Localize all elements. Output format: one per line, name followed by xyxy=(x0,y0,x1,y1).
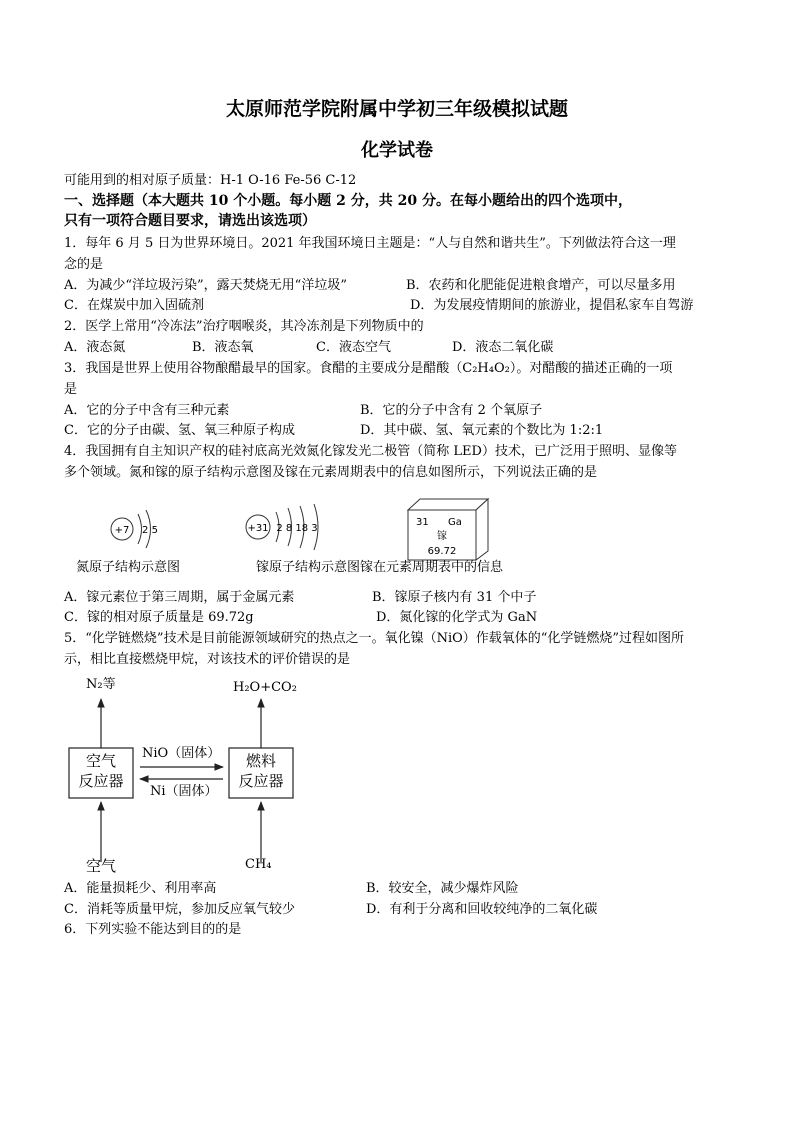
nitrogen-shells: 2 5 xyxy=(142,525,158,536)
q3-option-d: D．其中碳、氢、氧元素的个数比为 1:2:1 xyxy=(360,423,604,438)
q4-option-a: A．镓元素位于第三周期，属于金属元素 xyxy=(64,590,295,605)
gallium-shells: 2 8 18 3 xyxy=(276,523,318,534)
q2-option-d: D．液态二氧化碳 xyxy=(452,340,554,355)
gallium-cell-caption: 镓在元素周期表中的信息 xyxy=(360,560,504,575)
gallium-mass: 69.72 xyxy=(427,546,457,557)
q1-option-b: B．农药和化肥能促进粮食增产，可以尽量多用 xyxy=(406,278,676,293)
q1-option-c: C．在煤炭中加入固硫剂 xyxy=(64,298,204,313)
arrow-ni-label: Ni（固体） xyxy=(150,784,218,799)
section-header-line2: 只有一项符合题目要求，请选出该选项） xyxy=(64,213,316,229)
q2-option-a: A．液态氮 xyxy=(64,340,126,355)
fuel-reactor-label-2: 反应器 xyxy=(238,772,284,790)
q6-stem: 6．下列实验不能达到目的的是 xyxy=(64,922,242,937)
input-air: 空气 xyxy=(85,857,116,875)
gallium-atomic-number: 31 xyxy=(416,517,429,528)
atomic-masses: 可能用到的相对原子质量：H-1 O-16 Fe-56 C-12 xyxy=(64,173,357,188)
q5-option-b: B．较安全，减少爆炸风险 xyxy=(366,881,519,896)
q3-option-a: A．它的分子中含有三种元素 xyxy=(64,403,230,418)
q4-option-b: B．镓原子核内有 31 个中子 xyxy=(372,590,537,605)
q3-stem-line2: 是 xyxy=(64,382,78,397)
q2-stem: 2．医学上常用“冷冻法”治疗咽喉炎，其冷冻剂是下列物质中的 xyxy=(64,319,424,334)
nitrogen-nucleus: +7 xyxy=(114,525,130,536)
q3-stem-line1: 3．我国是世界上使用谷物酿醋最早的国家。食醋的主要成分是醋酸（C₂H₄O₂）。对醋酸的描述正确的一项 xyxy=(64,361,673,376)
q2-option-c: C．液态空气 xyxy=(316,340,391,355)
output-h2o-co2: H₂O+CO₂ xyxy=(233,680,297,695)
gallium-symbol: Ga xyxy=(448,517,462,528)
q5-option-c: C．消耗等质量甲烷，参加反应氧气较少 xyxy=(64,902,295,917)
nitrogen-atom-diagram xyxy=(100,500,180,560)
q4-stem-line1: 4．我国拥有自主知识产权的硅衬底高光效氮化镓发光二极管（简称 LED）技术，已广泛用于照明、显像等 xyxy=(64,444,677,459)
gallium-caption: 镓原子结构示意图 xyxy=(256,560,361,575)
q3-option-b: B．它的分子中含有 2 个氧原子 xyxy=(360,403,543,418)
q3-option-c: C．它的分子由碳、氢、氧三种原子构成 xyxy=(64,423,295,438)
nitrogen-caption: 氮原子结构示意图 xyxy=(76,560,181,575)
page-title: 太原师范学院附属中学初三年级模拟试题 xyxy=(225,98,568,120)
q1-stem-line2: 念的是 xyxy=(64,257,104,272)
input-ch4: CH₄ xyxy=(245,857,272,872)
fuel-reactor-label-1: 燃料 xyxy=(245,752,276,770)
gallium-element-cell xyxy=(402,496,492,562)
air-reactor-label-1: 空气 xyxy=(85,752,116,770)
gallium-name: 镓 xyxy=(437,531,447,542)
section-header-line1: 一、选择题（本大题共 10 个小题。每小题 2 分，共 20 分。在每小题给出的四个选项中， xyxy=(64,193,632,209)
q5-stem-line1: 5．“化学链燃烧”技术是目前能源领域研究的热点之一。氧化镍（NiO）作载氧体的“化学链燃烧”过程如图所 xyxy=(64,631,685,646)
q4-stem-line2: 多个领域。氮和镓的原子结构示意图及镓在元素周期表中的信息如图所示，下列说法正确的是 xyxy=(64,465,598,480)
arrow-nio-label: NiO（固体） xyxy=(142,746,221,761)
q1-option-a: A．为减少“洋垃圾污染”，露天焚烧无用“洋垃圾” xyxy=(64,278,347,293)
q4-option-c: C．镓的相对原子质量是 69.72g xyxy=(64,610,254,625)
q1-stem-line1: 1．每年 6 月 5 日为世界环境日。2021 年我国环境日主题是：“人与自然和谐共生”。下列做法符合这一理 xyxy=(64,236,676,251)
q5-option-d: D．有利于分离和回收较纯净的二氧化碳 xyxy=(366,902,598,917)
output-n2: N₂等 xyxy=(86,677,116,692)
gallium-nucleus: +31 xyxy=(247,523,269,534)
q2-option-b: B．液态氧 xyxy=(192,340,254,355)
q1-option-d: D．为发展疫情期间的旅游业，提倡私家车自驾游 xyxy=(410,298,694,313)
air-reactor-label-2: 反应器 xyxy=(78,772,124,790)
q5-stem-line2: 示，相比直接燃烧甲烷，对该技术的评价错误的是 xyxy=(64,652,351,667)
page-subtitle: 化学试卷 xyxy=(361,140,433,161)
q4-option-d: D．氮化镓的化学式为 GaN xyxy=(376,610,538,625)
q5-option-a: A．能量损耗少、利用率高 xyxy=(64,881,217,896)
gallium-atom-diagram xyxy=(236,500,336,560)
